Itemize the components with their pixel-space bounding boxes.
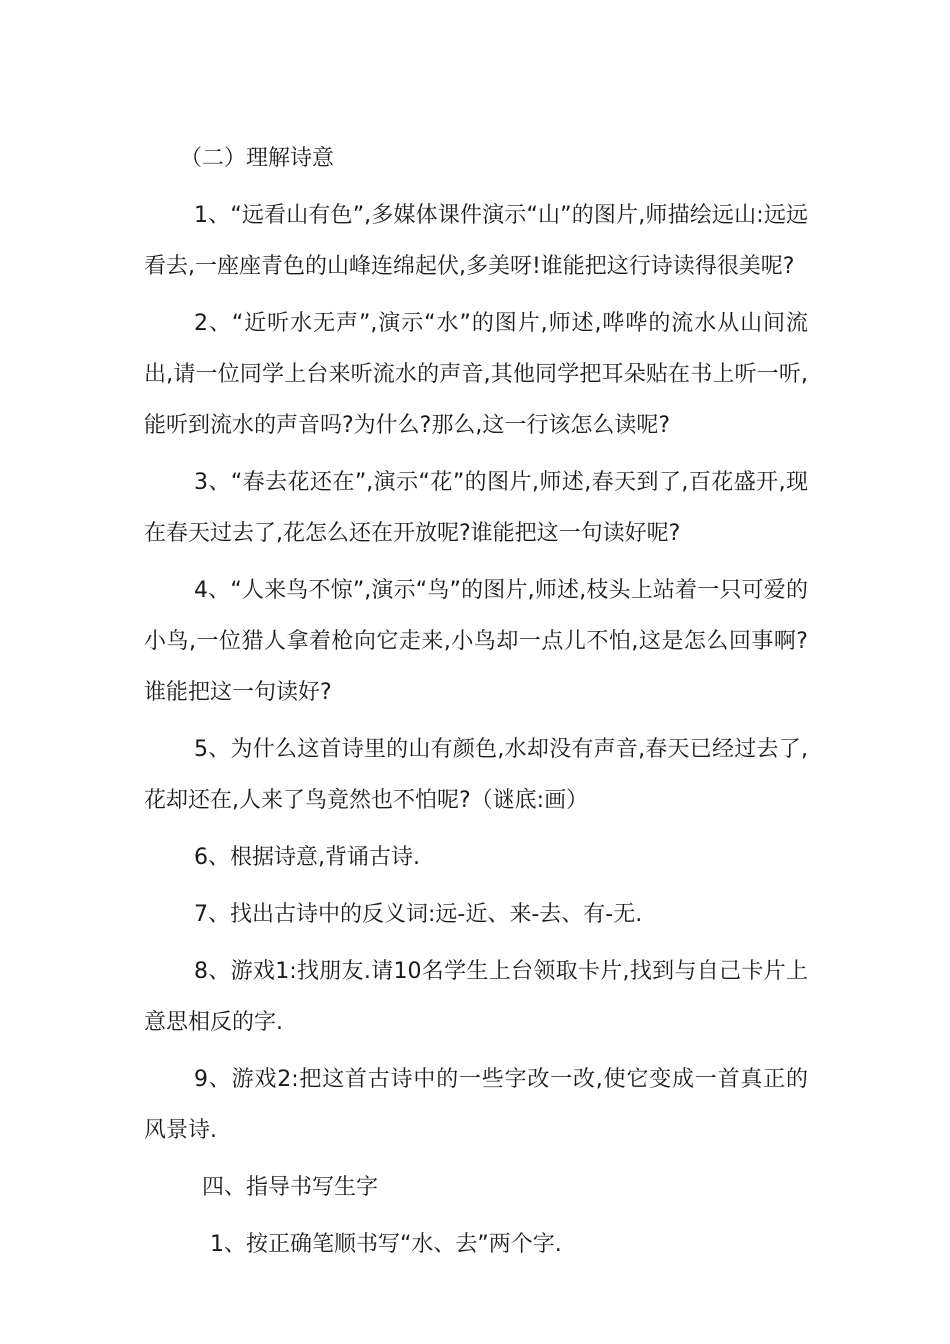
paragraph-item-9: 9、游戏2:把这首古诗中的一些字改一改,使它变成一首真正的风景诗. bbox=[144, 1067, 808, 1143]
paragraph-item-4: 4、“人来鸟不惊”,演示“鸟”的图片,师述,枝头上站着一只可爱的小鸟,一位猎人拿着枪向它走来,小鸟却一点儿不怕,这是怎么回事啊?谁能把这一句读好? bbox=[144, 578, 808, 705]
paragraph-item-6: 6、根据诗意,背诵古诗. bbox=[194, 845, 420, 870]
paragraph-item-5: 5、为什么这首诗里的山有颜色,水却没有声音,春天已经过去了,花却还在,人来了鸟竟然也不怕呢?（谜底:画） bbox=[144, 737, 808, 813]
paragraph-item-3: 3、“春去花还在”,演示“花”的图片,师述,春天到了,百花盛开,现在春天过去了,花怎么还在开放呢?谁能把这一句读好呢? bbox=[144, 470, 808, 546]
paragraph-writing-item-1: 1、按正确笔顺书写“水、去”两个字. bbox=[210, 1232, 562, 1257]
paragraph-item-1: 1、“远看山有色”,多媒体课件演示“山”的图片,师描绘远山:远远看去,一座座青色的山峰连绵起伏,多美呀!谁能把这行诗读得很美呢? bbox=[144, 203, 808, 279]
document-body bbox=[144, 133, 808, 1270]
section-heading-understand-poem: （二）理解诗意 bbox=[180, 146, 335, 171]
paragraph-item-2: 2、“近听水无声”,演示“水”的图片,师述,哗哗的流水从山间流出,请一位同学上台来听流水的声音,其他同学把耳朵贴在书上听一听,能听到流水的声音吗?为什么?那么,这一行该怎么读呢? bbox=[144, 311, 808, 438]
section-heading-writing: 四、指导书写生字 bbox=[202, 1175, 379, 1200]
paragraph-item-7: 7、找出古诗中的反义词:远-近、来-去、有-无. bbox=[194, 902, 643, 927]
paragraph-item-8: 8、游戏1:找朋友.请10名学生上台领取卡片,找到与自己卡片上意思相反的字. bbox=[144, 959, 808, 1035]
